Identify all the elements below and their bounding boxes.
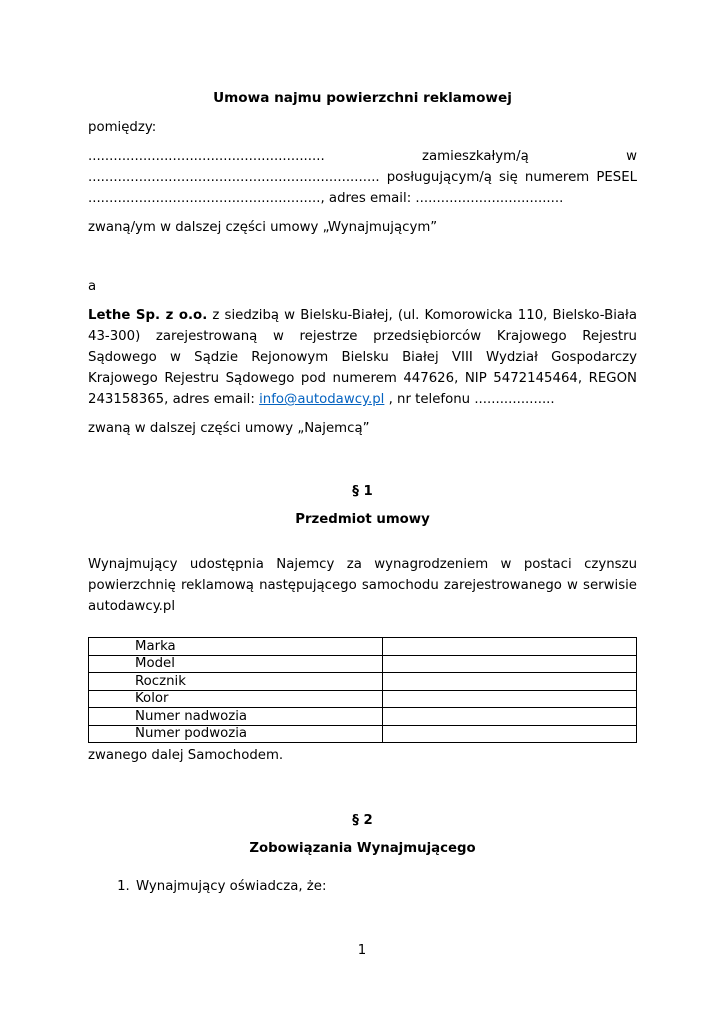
table-label-marka: Marka xyxy=(89,638,383,656)
table-value-rocznik xyxy=(383,673,637,691)
party2-name: Lethe Sp. z o.o. xyxy=(88,308,208,323)
party2-tail: , nr telefonu ................... xyxy=(384,392,555,407)
party2-details: z siedzibą w Bielsku-Białej, (ul. Komorowicka 110, Bielsko-Biała 43-300) zarejestrowaną w rejestrze przedsiębiorców Krajowego Rejestru Sądowego w Sądzie Rejonowym Bielsku Białej VIII Wydział Gospodarczy Krajowego Rejestru Sądowego pod numerem 447626, NIP 5472145464, REGON 243158365, adres email: xyxy=(88,308,637,407)
table-label-model: Model xyxy=(89,655,383,673)
table-label-numer-podwozia: Numer podwozia xyxy=(89,725,383,743)
table-row-model xyxy=(89,655,637,673)
table-row-marka xyxy=(89,638,637,656)
table-label-numer-nadwozia: Numer nadwozia xyxy=(89,708,383,726)
party1-alias: zwaną/ym w dalszej części umowy „Wynajmującym” xyxy=(88,220,438,235)
table-row-kolor xyxy=(89,690,637,708)
table-row-numer-podwozia xyxy=(89,725,637,743)
section1-title: Przedmiot umowy xyxy=(295,512,430,527)
section1-number: § 1 xyxy=(352,484,373,499)
table-value-numer-podwozia xyxy=(383,725,637,743)
section2-title: Zobowiązania Wynajmującego xyxy=(249,841,476,856)
table-label-rocznik: Rocznik xyxy=(89,673,383,691)
obligation-item-1: 1. Wynajmujący oświadcza, że: xyxy=(134,876,637,897)
table-row-rocznik xyxy=(89,673,637,691)
email-link[interactable]: info@autodawcy.pl xyxy=(259,392,385,407)
between-label: pomiędzy: xyxy=(88,120,157,135)
table-value-marka xyxy=(383,638,637,656)
table-label-kolor: Kolor xyxy=(89,690,383,708)
car-details-table xyxy=(88,637,637,743)
party1-paragraph: ........................................................ zamieszkałym/ą w ..................................................................... posługującym/ą się numerem PESEL ......................................................., adres email: ................................... xyxy=(88,149,637,206)
section1-body: Wynajmujący udostępnia Najemcy za wynagrodzeniem w postaci czynszu powierzchnię reklamową następującego samochodu zarejestrowanego w serwisie autodawcy.pl xyxy=(88,557,637,614)
page-number: 1 xyxy=(357,943,367,958)
section2-number: § 2 xyxy=(352,813,373,828)
table-value-model xyxy=(383,655,637,673)
party2-paragraph xyxy=(88,305,637,410)
table-value-kolor xyxy=(383,690,637,708)
table-row-numer-nadwozia xyxy=(89,708,637,726)
after-table-text: zwanego dalej Samochodem. xyxy=(88,748,284,763)
obligations-list xyxy=(88,876,637,897)
table-value-numer-nadwozia xyxy=(383,708,637,726)
connector-a: a xyxy=(88,279,97,294)
party2-alias: zwaną w dalszej części umowy „Najemcą” xyxy=(88,421,370,436)
document-title: Umowa najmu powierzchni reklamowej xyxy=(213,90,512,106)
